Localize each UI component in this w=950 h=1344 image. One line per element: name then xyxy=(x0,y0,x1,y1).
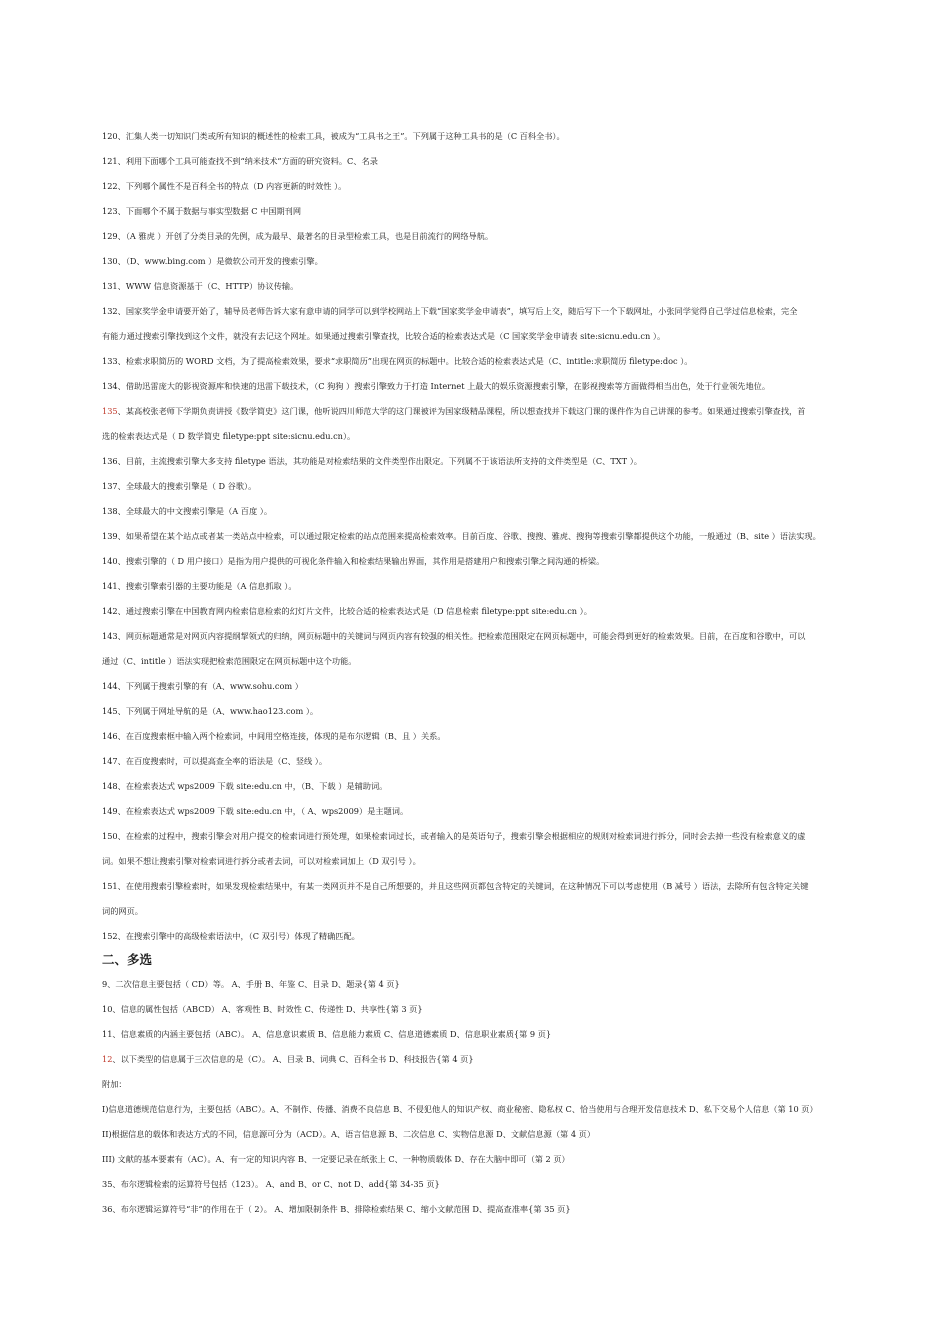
extra-item-3: III) 文献的基本要素有（AC）。A、有一定的知识内容 B、一定要记录在纸张上 C、一种物质载体 D、存在大脑中即可（第 2 页） xyxy=(102,1154,570,1164)
question-144: 144、下列属于搜索引擎的有（A、www.sohu.com ） xyxy=(102,681,303,691)
question-143-line1: 143、网页标题通常是对网页内容提纲挈领式的归纳，网页标题中的关键词与网页内容有较强的相关性。把检索范围限定在网页标题中，可能会得到更好的检索效果。目前，在百度和谷歌中，可以 xyxy=(102,631,806,641)
multi-question-9: 9、二次信息主要包括（ CD）等。 A、手册 B、年鉴 C、目录 D、题录{第 4 页} xyxy=(102,979,400,989)
question-132-line1: 132、国家奖学金申请要开始了，辅导员老师告诉大家有意申请的同学可以到学校网站上下载“国家奖学金申请表”，填写后上交，随后写下一个下载网址，小张同学觉得自己学过信息检索，完全 xyxy=(102,306,798,316)
question-120: 120、汇集人类一切知识门类或所有知识的概述性的检索工具，被成为“工具书之王”。下列属于这种工具书的是（C 百科全书）。 xyxy=(102,131,565,141)
question-149: 149、在检索表达式 wps2009 下载 site:edu.cn 中，（ A、wps2009）是主题词。 xyxy=(102,806,409,816)
question-135-line1 xyxy=(102,405,842,417)
question-132-line2: 有能力通过搜索引擎找到这个文件，就没有去记这个网址。如果通过搜索引擎查找，比较合适的检索表达式是（C 国家奖学金申请表 site:sicnu.edu.cn ）。 xyxy=(102,331,666,341)
question-137: 137、全球最大的搜索引擎是（ D 谷歌）。 xyxy=(102,481,257,491)
question-135-number: 135 xyxy=(102,406,118,416)
question-148: 148、在检索表达式 wps2009 下载 site:edu.cn 中，（B、下载 ）是辅助词。 xyxy=(102,781,388,791)
extra-label: 附加： xyxy=(102,1079,127,1089)
question-133: 133、检索求职简历的 WORD 文档，为了提高检索效果，要求“求职简历”出现在网页的标题中。比较合适的检索表达式是（C、intitle:求职简历 filetype:doc ）。 xyxy=(102,356,693,366)
question-121: 121、利用下面哪个工具可能查找不到“纳米技术”方面的研究资料。C、名录 xyxy=(102,156,378,166)
question-130: 130、（D、www.bing.com ）是微软公司开发的搜索引擎。 xyxy=(102,256,323,266)
question-129: 129、（A 雅虎 ）开创了分类目录的先例，成为最早、最著名的目录型检索工具，也是目前流行的网络导航。 xyxy=(102,231,494,241)
question-151-line1: 151、在使用搜索引擎检索时，如果发现检索结果中，有某一类网页并不是自己所想要的，并且这些网页都包含特定的关键词，在这种情况下可以考虑使用（B 减号 ）语法，去除所有包含特定关键 xyxy=(102,881,809,891)
extra-item-2: II)根据信息的载体和表达方式的不同，信息源可分为（ACD）。A、语言信息源 B、二次信息 C、实物信息源 D、文献信息源（第 4 页） xyxy=(102,1129,596,1139)
question-131: 131、WWW 信息资源基于（C、HTTP）协议传输。 xyxy=(102,281,299,291)
question-152: 152、在搜索引擎中的高级检索语法中，（C 双引号）体现了精确匹配。 xyxy=(102,931,360,941)
multi-question-12 xyxy=(102,1053,842,1065)
question-147: 147、在百度搜索时，可以提高查全率的语法是（C、竖线 ）。 xyxy=(102,756,328,766)
question-135-line2: 选的检索表达式是（ D 数学简史 filetype:ppt site:sicnu.edu.cn）。 xyxy=(102,431,356,441)
extra-item-1: I)信息道德规范信息行为，主要包括（ABC）。A、不制作、传播、消费不良信息 B、不侵犯他人的知识产权、商业秘密、隐私权 C、恰当使用与合理开发信息技术 D、私下交易个人信息（第 10 页） xyxy=(102,1104,818,1114)
question-151-line2: 词的网页。 xyxy=(102,906,143,916)
multi-question-35: 35、布尔逻辑检索的运算符号包括（123）。 A、and B、or C、not D、add{第 34-35 页} xyxy=(102,1179,440,1189)
question-123: 123、下面哪个不属于数据与事实型数据 C 中国期刊网 xyxy=(102,206,302,216)
multi-question-12-number: 12 xyxy=(102,1054,113,1064)
multi-question-10: 10、信息的属性包括（ABCD） A、客观性 B、时效性 C、传递性 D、共享性{第 3 页} xyxy=(102,1004,423,1014)
question-140: 140、搜索引擎的（ D 用户接口）是指为用户提供的可视化条件输入和检索结果输出界面，其作用是搭建用户和搜索引擎之间沟通的桥梁。 xyxy=(102,556,605,566)
question-145: 145、下列属于网址导航的是（A、www.hao123.com ）。 xyxy=(102,706,319,716)
question-122: 122、下列哪个属性不是百科全书的特点（D 内容更新的时效性 ）。 xyxy=(102,181,347,191)
question-150-line1: 150、在检索的过程中，搜索引擎会对用户提交的检索词进行预处理，如果检索词过长，或者输入的是英语句子，搜索引擎会根据相应的规则对检索词进行拆分，同时会去掉一些没有检索意义的虚 xyxy=(102,831,806,841)
question-146: 146、在百度搜索框中输入两个检索词，中间用空格连接，体现的是布尔逻辑（B、且 ）关系。 xyxy=(102,731,446,741)
section-heading-multi: 二、多选 xyxy=(102,952,153,967)
multi-question-36: 36、布尔逻辑运算符号“非”的作用在于（ 2）。 A、增加限制条件 B、排除检索结果 C、缩小文献范围 D、提高查准率{第 35 页} xyxy=(102,1204,571,1214)
multi-question-12-text: 、以下类型的信息属于三次信息的是（C）。 A、目录 B、词典 C、百科全书 D、科技报告{第 4 页} xyxy=(112,1054,474,1064)
question-135-text: 、某高校张老师下学期负责讲授《数学简史》这门课，他听说四川师范大学的这门课被评为国家级精品课程，所以想查找并下载这门课的课件作为自己讲课的参考。如果通过搜索引擎查找，首 xyxy=(117,406,806,416)
multi-question-11: 11、信息素质的内涵主要包括（ABC）。 A、信息意识素质 B、信息能力素质 C、信息道德素质 D、信息职业素质{第 9 页} xyxy=(102,1029,552,1039)
question-143-line2: 通过（C、intitle ）语法实现把检索范围限定在网页标题中这个功能。 xyxy=(102,656,357,666)
question-138: 138、全球最大的中文搜索引擎是（A 百度 ）。 xyxy=(102,506,273,516)
question-136: 136、目前，主流搜索引擎大多支持 filetype 语法，其功能是对检索结果的文件类型作出限定。下列属不于该语法所支持的文件类型是（C、TXT ）。 xyxy=(102,456,642,466)
question-142: 142、通过搜索引擎在中国教育网内检索信息检索的幻灯片文件，比较合适的检索表达式是（D 信息检索 filetype:ppt site:edu.cn ）。 xyxy=(102,606,592,616)
question-139: 139、如果希望在某个站点或者某一类站点中检索，可以通过限定检索的站点范围来提高检索效率。目前百度、谷歌、搜搜、雅虎、搜狗等搜索引擎都提供这个功能，一般通过（B、site ）语法实现。 xyxy=(102,531,821,541)
question-134: 134、借助迅雷庞大的影视资源库和快速的迅雷下载技术，（C 狗狗 ）搜索引擎致力于打造 Internet 上最大的娱乐资源搜索引擎，在影视搜索等方面做得相当出色，处于行业领先地位。 xyxy=(102,381,771,391)
question-141: 141、搜索引擎索引器的主要功能是（A 信息抓取 ）。 xyxy=(102,581,297,591)
question-150-line2: 词。如果不想让搜索引擎对检索词进行拆分或者去词，可以对检索词加上（D 双引号 ）。 xyxy=(102,856,421,866)
